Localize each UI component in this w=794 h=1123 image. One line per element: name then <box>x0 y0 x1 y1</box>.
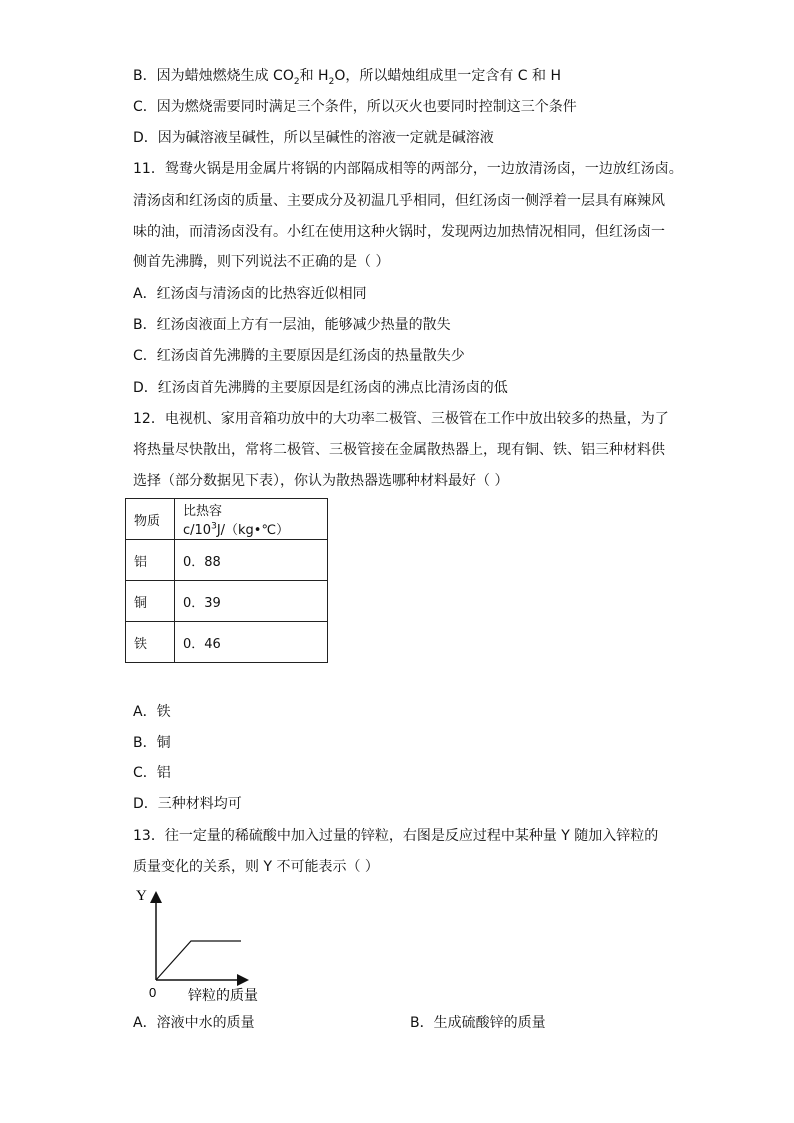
q13-option-a: A．溶液中水的质量 <box>133 1015 255 1031</box>
table-cell-material: 铁 <box>126 622 175 663</box>
table-header-unit: J/（kg•℃） <box>216 523 290 538</box>
q11-option-c: C．红汤卤首先沸腾的主要原因是红汤卤的热量散失少 <box>133 348 465 364</box>
table-header-specific-heat-text: 比热容 c/10 <box>183 504 223 538</box>
q11-option-d: D．红汤卤首先沸腾的主要原因是红汤卤的沸点比清汤卤的低 <box>133 380 508 396</box>
q12-stem-line-1: 12．电视机、家用音箱功放中的大功率二极管、三极管在工作中放出较多的热量，为了 <box>133 411 669 427</box>
q10-option-b-part1: B．因为蜡烛燃烧生成 CO <box>133 68 294 84</box>
table-cell-material: 铝 <box>126 540 175 581</box>
q10-option-c: C．因为燃烧需要同时满足三个条件，所以灭火也要同时控制这三个条件 <box>133 99 577 115</box>
q11-option-b: B．红汤卤液面上方有一层油，能够减少热量的散失 <box>133 317 451 333</box>
table-header-exponent: 3 <box>211 521 217 532</box>
q11-stem-line-2: 清汤卤和红汤卤的质量、主要成分及初温几乎相同，但红汤卤一侧浮着一层具有麻辣风 <box>133 193 665 209</box>
q10-option-b-part3: O，所以蜡烛组成里一定含有 C 和 H <box>334 68 561 84</box>
q12-option-b: B．铜 <box>133 735 171 751</box>
q13-graph <box>136 880 296 1005</box>
graph-y-label: Y <box>136 888 147 904</box>
q11-stem-line-1: 11．鸳鸯火锅是用金属片将锅的内部隔成相等的两部分，一边放清汤卤，一边放红汤卤。 <box>133 161 683 177</box>
q10-option-d: D．因为碱溶液呈碱性，所以呈碱性的溶液一定就是碱溶液 <box>133 130 494 146</box>
q10-option-b-sub2: 2 <box>328 76 335 87</box>
table-header-material: 物质 <box>126 499 175 540</box>
q11-stem-line-4: 侧首先沸腾，则下列说法不正确的是（ ） <box>133 254 390 270</box>
q12-option-a: A．铁 <box>133 704 171 720</box>
q12-stem-line-2: 将热量尽快散出，常将二极管、三极管接在金属散热器上，现有铜、铁、铝三种材料供 <box>133 442 665 458</box>
table-cell-value: 0．39 <box>175 581 328 622</box>
q12-option-d: D．三种材料均可 <box>133 796 242 812</box>
table-cell-value: 0．88 <box>175 540 328 581</box>
table-header-specific-heat <box>175 499 328 540</box>
q13-stem-line-2: 质量变化的关系，则 Y 不可能表示（ ） <box>133 859 379 875</box>
q12-option-c: C．铝 <box>133 765 171 781</box>
table-cell-value: 0．46 <box>175 622 328 663</box>
q11-stem-line-3: 味的油，而清汤卤没有。小红在使用这种火锅时，发现两边加热情况相同，但红汤卤一 <box>133 224 665 240</box>
graph-x-label: 锌粒的质量 <box>188 988 258 1004</box>
table-cell-material: 铜 <box>126 581 175 622</box>
graph-curve <box>156 941 241 980</box>
q10-option-b <box>133 66 561 92</box>
table-row <box>126 622 328 663</box>
q10-option-b-part2: 和 H <box>299 68 329 84</box>
q13-option-b: B．生成硫酸锌的质量 <box>410 1015 546 1031</box>
q11-option-a: A．红汤卤与清汤卤的比热容近似相同 <box>133 286 367 302</box>
table-row <box>126 540 328 581</box>
q13-stem-line-1: 13．往一定量的稀硫酸中加入过量的锌粒，右图是反应过程中某种量 Y 随加入锌粒的 <box>133 828 659 844</box>
graph-origin-label: 0 <box>149 985 157 1000</box>
q10-option-b-sub1: 2 <box>293 76 300 87</box>
table-row <box>126 581 328 622</box>
table-header-row <box>126 499 328 540</box>
specific-heat-table <box>125 498 328 663</box>
q12-stem-line-3: 选择（部分数据见下表），你认为散热器选哪种材料最好（ ） <box>133 473 509 489</box>
